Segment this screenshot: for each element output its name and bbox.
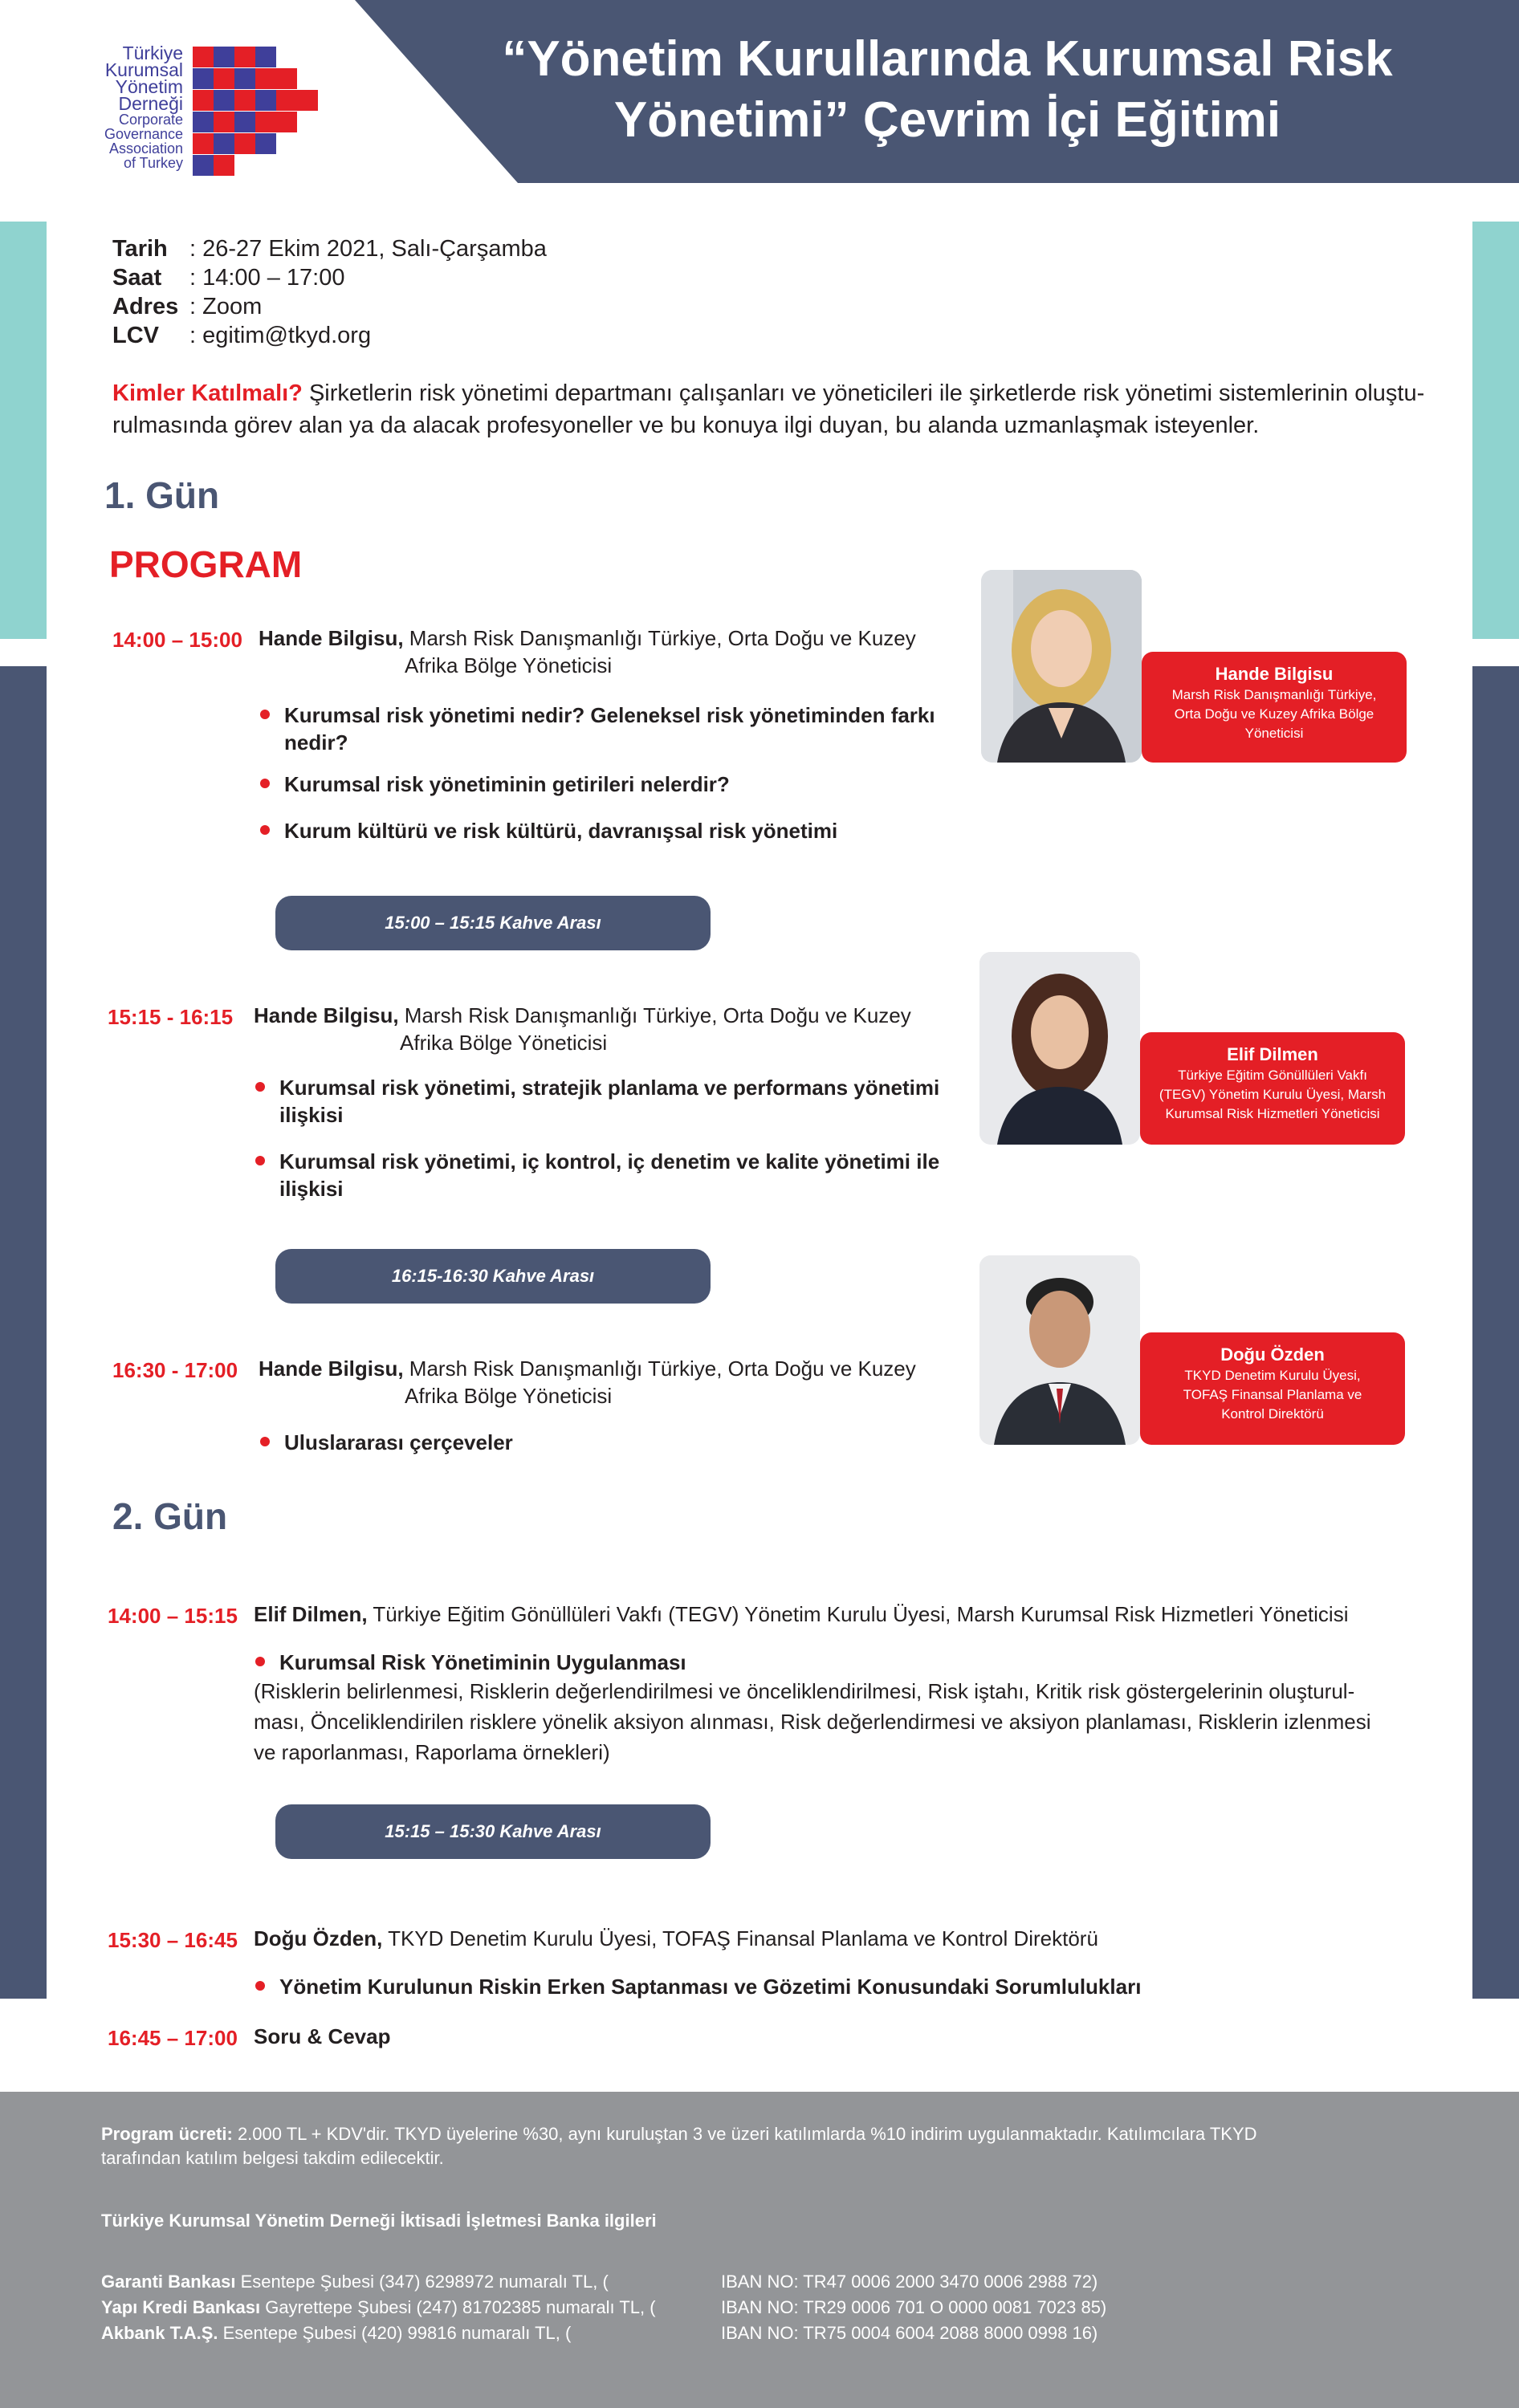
logo-square — [214, 112, 234, 132]
logo-square — [255, 133, 276, 154]
logo-square — [255, 112, 276, 132]
info-rsvp: LCV : egitim@tkyd.org — [112, 323, 372, 348]
audience-paragraph: Kimler Katılmalı? Şirketlerin risk yönetimi departmanı çalışanları ve yöneticileri ile şirketlerde risk yönetimi sistemlerinin oluştu- rulmasında görev alan ya da alacak profesyoneller ve bu konuya ilgi duyan, bu alanda uzmanlaşmak isteyenler. — [112, 380, 1425, 438]
logo-square — [234, 68, 255, 89]
program-heading: PROGRAM — [109, 543, 303, 585]
portrait-icon — [979, 1255, 1140, 1445]
info-time: Saat : 14:00 – 17:00 — [112, 265, 345, 291]
logo-text-line: Derneği — [118, 93, 183, 114]
logo-square — [255, 68, 276, 89]
logo-square — [276, 68, 297, 89]
logo-text-line: Corporate — [118, 112, 183, 128]
bank-row: Yapı Kredi Bankası Gayrettepe Şubesi (247) 81702385 numaralı TL, ( — [101, 2297, 656, 2317]
title-line-2: Yönetimi” Çevrim İçi Eğitimi — [613, 92, 1281, 148]
logo-square — [234, 90, 255, 111]
right-teal-bar — [1472, 222, 1519, 639]
logo-square — [193, 155, 214, 176]
logo-square — [276, 90, 297, 111]
speaker-card-hande: Hande Bilgisu Marsh Risk Danışmanlığı Türkiye, Orta Doğu ve Kuzey Afrika Bölge Yöneticisi — [1142, 652, 1407, 763]
agenda-bullet: Kurumsal risk yönetimi nedir? Geleneksel risk yönetiminden farkı nedir? — [260, 702, 967, 756]
session-speaker: Hande Bilgisu, Marsh Risk Danışmanlığı Türkiye, Orta Doğu ve Kuzey Afrika Bölge Yöneticisi — [259, 626, 916, 677]
logo-square — [193, 133, 214, 154]
session-time: 14:00 – 15:00 — [112, 628, 242, 652]
coffee-break-badge: 16:15-16:30 Kahve Arası — [275, 1249, 711, 1304]
agenda-bullet: Uluslararası çerçeveler — [260, 1429, 967, 1456]
logo-square — [276, 112, 297, 132]
logo-square — [193, 90, 214, 111]
logo-mosaic-icon — [193, 47, 321, 191]
logo-square — [193, 112, 214, 132]
session-speaker: Hande Bilgisu, Marsh Risk Danışmanlığı Türkiye, Orta Doğu ve Kuzey Afrika Bölge Yöneticisi — [254, 1003, 911, 1055]
day2-heading: 2. Gün — [112, 1495, 228, 1537]
coffee-break-badge: 15:15 – 15:30 Kahve Arası — [275, 1804, 711, 1859]
speaker-photo-elif — [979, 952, 1140, 1145]
logo-text-line: Association — [108, 140, 183, 157]
logo-text-line: Governance — [104, 126, 183, 142]
bank-iban: IBAN NO: TR29 0006 701 O 0000 0081 7023 85) — [721, 2297, 1107, 2317]
logo-square — [214, 68, 234, 89]
session-detail: (Risklerin belirlenmesi, Risklerin değerlendirilmesi ve önceliklendirilmesi, Risk iştahı, Kritik risk göstergelerinin oluşturul- ması, Önceliklendirilen risklere yönelik aksiyon alınması, Risk değerlendirmesi ve aksiyon planlaması, Risklerin izlenmesi ve raporlanması, Raporlama örnekleri) — [254, 1679, 1371, 1764]
portrait-icon — [981, 570, 1142, 763]
session-speaker: Elif Dilmen, Türkiye Eğitim Gönüllüleri Vakfı (TEGV) Yönetim Kurulu Üyesi, Marsh Kurumsal Risk Hizmetleri Yöneticisi — [254, 1602, 1349, 1626]
session-speaker: Hande Bilgisu, Marsh Risk Danışmanlığı Türkiye, Orta Doğu ve Kuzey Afrika Bölge Yöneticisi — [259, 1357, 916, 1408]
speaker-card-dogu: Doğu Özden TKYD Denetim Kurulu Üyesi, TOFAŞ Finansal Planlama ve Kontrol Direktörü — [1140, 1332, 1405, 1445]
page-title — [466, 29, 1429, 151]
agenda-bullet: Kurumsal Risk Yönetiminin Uygulanması — [255, 1649, 1379, 1676]
info-date: Tarih : 26-27 Ekim 2021, Salı-Çarşamba — [112, 236, 547, 262]
coffee-break-badge: 15:00 – 15:15 Kahve Arası — [275, 896, 711, 950]
logo-square — [255, 90, 276, 111]
agenda-bullet: Yönetim Kurulunun Riskin Erken Saptanması ve Gözetimi Konusundaki Sorumlulukları — [255, 1973, 1444, 2000]
logo-square — [234, 133, 255, 154]
rsvp-email-link[interactable]: : egitim@tkyd.org — [189, 323, 372, 348]
session-title: Soru & Cevap — [254, 2024, 391, 2048]
logo-square — [193, 47, 214, 67]
info-address: Adres : Zoom — [112, 294, 263, 319]
logo-text-line: Kurumsal — [104, 59, 183, 80]
bank-iban: IBAN NO: TR47 0006 2000 3470 0006 2988 72) — [721, 2272, 1098, 2292]
footer — [0, 2092, 1519, 2408]
logo-square — [214, 47, 234, 67]
bank-heading: Türkiye Kurumsal Yönetim Derneği İktisadi İşletmesi Banka ilgileri — [101, 2211, 657, 2231]
bank-iban: IBAN NO: TR75 0004 6004 2088 8000 0998 16) — [721, 2323, 1098, 2343]
speaker-photo-dogu — [979, 1255, 1140, 1445]
bank-row: Akbank T.A.Ş. Esentepe Şubesi (420) 99816 numaralı TL, ( — [101, 2323, 572, 2343]
agenda-bullet: Kurumsal risk yönetimi, stratejik planlama ve performans yönetimi ilişkisi — [255, 1074, 962, 1129]
logo-square — [214, 133, 234, 154]
title-line-1: “Yönetim Kurullarında Kurumsal Risk — [502, 31, 1393, 87]
session-time: 15:15 - 16:15 — [108, 1005, 234, 1029]
logo — [64, 45, 183, 170]
logo-square — [193, 68, 214, 89]
agenda-bullet: Kurumsal risk yönetimi, iç kontrol, iç denetim ve kalite yönetimi ile ilişkisi — [255, 1148, 962, 1202]
logo-square — [234, 112, 255, 132]
session-time: 15:30 – 16:45 — [108, 1928, 238, 1952]
portrait-icon — [979, 952, 1140, 1145]
logo-text-line: Yönetim — [115, 76, 183, 97]
logo-square — [297, 90, 318, 111]
session-time: 14:00 – 15:15 — [108, 1604, 238, 1628]
logo-text-line: Türkiye — [122, 43, 183, 63]
logo-text-line: of Turkey — [123, 155, 183, 171]
session-time: 16:45 – 17:00 — [108, 2026, 238, 2050]
day1-heading: 1. Gün — [104, 474, 220, 516]
fee-info: Program ücreti: 2.000 TL + KDV'dir. TKYD üyelerine %30, aynı kuruluştan 3 ve üzeri katılımlarda %10 indirim uygulanmaktadır. Katılımcılara TKYD tarafından katılım belgesi takdim edilecektir. — [101, 2124, 1257, 2168]
audience-label: Kimler Katılmalı? — [112, 380, 303, 406]
session-time: 16:30 - 17:00 — [112, 1358, 238, 1382]
speaker-photo-hande — [981, 570, 1142, 763]
logo-square — [214, 90, 234, 111]
logo-square — [234, 47, 255, 67]
left-teal-bar — [0, 222, 47, 639]
session-speaker: Doğu Özden, TKYD Denetim Kurulu Üyesi, TOFAŞ Finansal Planlama ve Kontrol Direktörü — [254, 1926, 1098, 1950]
left-navy-bar — [0, 666, 47, 1999]
right-navy-bar — [1472, 666, 1519, 1999]
bank-row: Garanti Bankası Esentepe Şubesi (347) 6298972 numaralı TL, ( — [101, 2272, 609, 2292]
logo-square — [214, 155, 234, 176]
speaker-card-elif: Elif Dilmen Türkiye Eğitim Gönüllüleri Vakfı (TEGV) Yönetim Kurulu Üyesi, Marsh Kurumsal Risk Hizmetleri Yöneticisi — [1140, 1032, 1405, 1145]
agenda-bullet: Kurum kültürü ve risk kültürü, davranışsal risk yönetimi — [260, 817, 967, 844]
agenda-bullet: Kurumsal risk yönetiminin getirileri nelerdir? — [260, 771, 967, 798]
logo-square — [255, 47, 276, 67]
